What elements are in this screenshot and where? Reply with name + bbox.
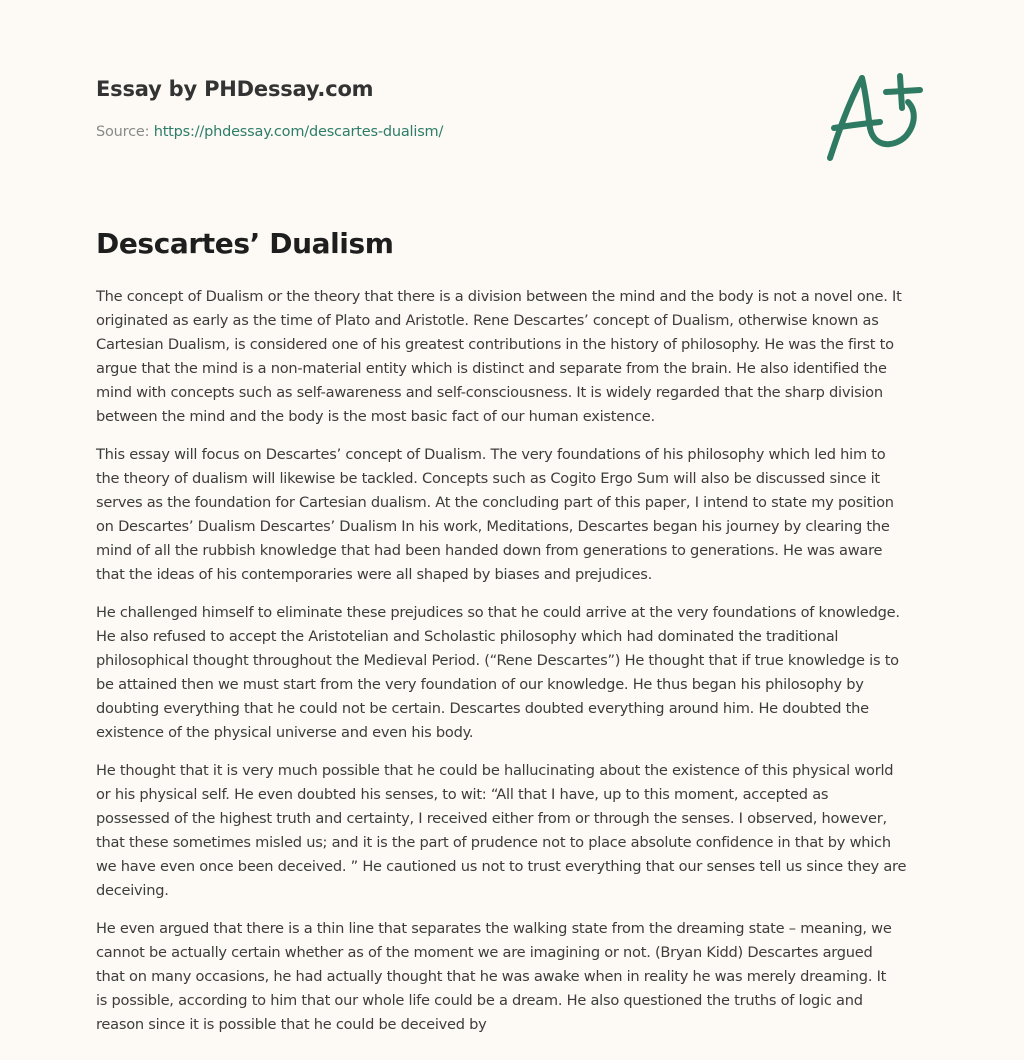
paragraph-2 xyxy=(96,443,936,587)
paragraph-line: He even argued that there is a thin line that separates the walking state from the dreaming state – meaning, we xyxy=(96,920,892,937)
paragraph-line: on Descartes’ Dualism Descartes’ Dualism In his work, Meditations, Descartes began his journey by clearing the xyxy=(96,518,890,535)
paragraph-3 xyxy=(96,601,936,745)
source-line xyxy=(96,122,443,142)
paragraph-line: He thought that it is very much possible that he could be hallucinating about the existence of this physical world xyxy=(96,762,894,779)
paragraph-line: that these sometimes misled us; and it is the part of prudence not to place absolute confidence in that by which xyxy=(96,834,891,851)
paragraph-line: possessed of the highest truth and certainty, I received either from or through the senses. I observed, however, xyxy=(96,810,887,827)
paragraph-line: that the ideas of his contemporaries were all shaped by biases and prejudices. xyxy=(96,566,652,583)
paragraph-line: This essay will focus on Descartes’ concept of Dualism. The very foundations of his philosophy which led him to xyxy=(96,446,886,463)
site-title: Essay by PHDessay.com xyxy=(96,77,374,101)
essay-body xyxy=(96,285,936,1051)
paragraph-line: reason since it is possible that he could be deceived by xyxy=(96,1016,487,1033)
page-header xyxy=(96,74,443,142)
paragraph-line: originated as early as the time of Plato and Aristotle. Rene Descartes’ concept of Dualism, otherwise known as xyxy=(96,312,879,329)
paragraph-line: The concept of Dualism or the theory that there is a division between the mind and the body is not a novel one. It xyxy=(96,288,902,305)
paragraph-line: mind with concepts such as self-awareness and self-consciousness. It is widely regarded that the sharp division xyxy=(96,384,883,401)
source-label: Source: xyxy=(96,124,154,140)
paragraph-line: philosophical thought throughout the Medieval Period. (“Rene Descartes”) He thought that if true knowledge is to xyxy=(96,652,899,669)
paragraph-line: the theory of dualism will likewise be tackled. Concepts such as Cogito Ergo Sum will also be discussed since it xyxy=(96,470,880,487)
paragraph-line: we have even once been deceived. ” He cautioned us not to trust everything that our senses tell us since they are xyxy=(96,858,907,875)
source-link[interactable]: https://phdessay.com/descartes-dualism/ xyxy=(153,124,444,140)
a-plus-grade-icon xyxy=(820,64,930,164)
paragraph-line: between the mind and the body is the most basic fact of our human existence. xyxy=(96,408,655,425)
paragraph-1 xyxy=(96,285,936,429)
paragraph-line: argue that the mind is a non-material entity which is distinct and separate from the brain. He also identified the xyxy=(96,360,887,377)
paragraph-line: that on many occasions, he had actually thought that he was awake when in reality he was merely dreaming. It xyxy=(96,968,887,985)
paragraph-line: cannot be actually certain whether as of the moment we are imagining or not. (Bryan Kidd) Descartes argued xyxy=(96,944,873,961)
paragraph-line: mind of all the rubbish knowledge that had been handed down from generations to generations. He was aware xyxy=(96,542,883,559)
paragraph-line: He also refused to accept the Aristotelian and Scholastic philosophy which had dominated the traditional xyxy=(96,628,839,645)
paragraph-5 xyxy=(96,917,936,1037)
paragraph-4 xyxy=(96,759,936,903)
paragraph-line: He challenged himself to eliminate these prejudices so that he could arrive at the very foundations of knowledge. xyxy=(96,604,900,621)
paragraph-line: serves as the foundation for Cartesian dualism. At the concluding part of this paper, I intend to state my position xyxy=(96,494,894,511)
paragraph-line: or his physical self. He even doubted his senses, to wit: “All that I have, up to this moment, accepted as xyxy=(96,786,829,803)
paragraph-line: existence of the physical universe and even his body. xyxy=(96,724,474,741)
paragraph-line: deceiving. xyxy=(96,882,169,899)
paragraph-line: be attained then we must start from the very foundation of our knowledge. He thus began his philosophy by xyxy=(96,676,864,693)
paragraph-line: is possible, according to him that our whole life could be a dream. He also questioned the truths of logic and xyxy=(96,992,863,1009)
essay-title: Descartes’ Dualism xyxy=(96,227,394,260)
paragraph-line: Cartesian Dualism, is considered one of his greatest contributions in the history of philosophy. He was the first to xyxy=(96,336,894,353)
paragraph-line: doubting everything that he could not be certain. Descartes doubted everything around him. He doubted the xyxy=(96,700,869,717)
